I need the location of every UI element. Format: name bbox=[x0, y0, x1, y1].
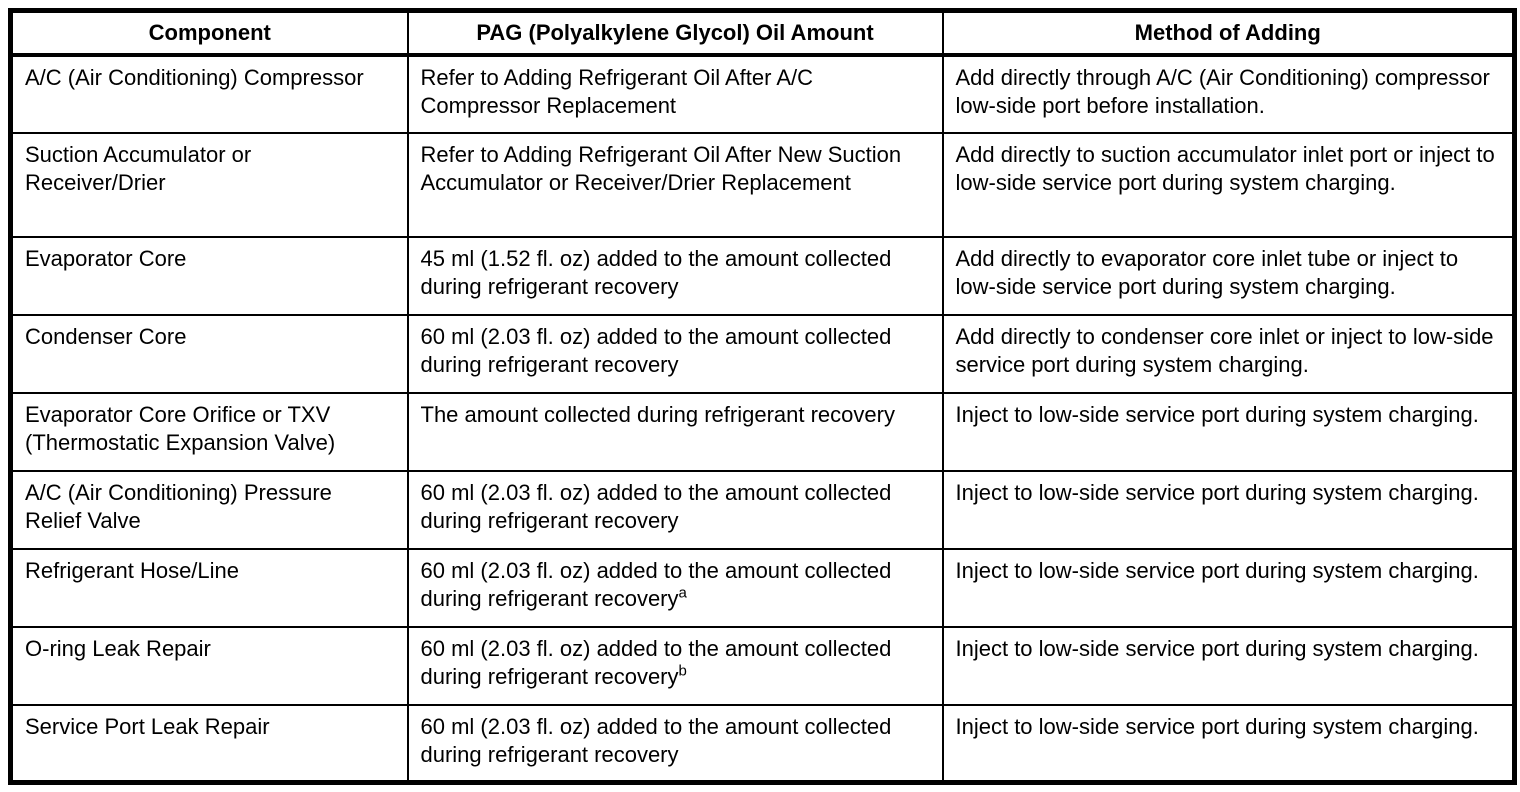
footnote-marker: a bbox=[678, 584, 687, 602]
method-cell: Inject to low-side service port during system charging. bbox=[943, 393, 1515, 471]
table-row-refrigerant-hose-line bbox=[11, 549, 1515, 627]
pag-oil-spec-table bbox=[8, 8, 1517, 785]
component-cell: A/C (Air Conditioning) Compressor bbox=[11, 55, 408, 133]
component-cell: O-ring Leak Repair bbox=[11, 627, 408, 705]
table-row-orifice-txv bbox=[11, 393, 1515, 471]
footnote-marker: b bbox=[678, 662, 687, 680]
oil-amount-cell bbox=[408, 315, 943, 393]
method-cell: Inject to low-side service port during system charging. bbox=[943, 627, 1515, 705]
method-cell: Inject to low-side service port during system charging. bbox=[943, 705, 1515, 783]
oil-amount-text: Refer to Adding Refrigerant Oil After New Suction Accumulator or Receiver/Drier Replacement bbox=[420, 141, 902, 195]
oil-amount-cell bbox=[408, 55, 943, 133]
oil-amount-cell bbox=[408, 549, 943, 627]
oil-amount-cell bbox=[408, 393, 943, 471]
oil-amount-cell bbox=[408, 627, 943, 705]
table-row-suction-accumulator bbox=[11, 133, 1515, 237]
oil-amount-text: 45 ml (1.52 fl. oz) added to the amount collected during refrigerant recovery bbox=[420, 245, 892, 299]
table-row-condenser-core bbox=[11, 315, 1515, 393]
oil-amount-text: 60 ml (2.03 fl. oz) added to the amount collected during refrigerant recovery bbox=[420, 557, 892, 611]
oil-amount-cell bbox=[408, 471, 943, 549]
method-cell: Inject to low-side service port during system charging. bbox=[943, 471, 1515, 549]
method-cell: Add directly to condenser core inlet or inject to low-side service port during system charging. bbox=[943, 315, 1515, 393]
component-cell: Suction Accumulator or Receiver/Drier bbox=[11, 133, 408, 237]
oil-amount-text: 60 ml (2.03 fl. oz) added to the amount collected during refrigerant recovery bbox=[420, 479, 892, 533]
table-header-row bbox=[11, 11, 1515, 55]
oil-amount-cell bbox=[408, 133, 943, 237]
oil-amount-text: 60 ml (2.03 fl. oz) added to the amount collected during refrigerant recovery bbox=[420, 635, 892, 689]
component-cell: Evaporator Core bbox=[11, 237, 408, 315]
component-cell: Service Port Leak Repair bbox=[11, 705, 408, 783]
component-cell: Evaporator Core Orifice or TXV (Thermostatic Expansion Valve) bbox=[11, 393, 408, 471]
oil-amount-text: 60 ml (2.03 fl. oz) added to the amount collected during refrigerant recovery bbox=[420, 713, 892, 767]
column-header-component: Component bbox=[11, 11, 408, 55]
column-header-method: Method of Adding bbox=[943, 11, 1515, 55]
component-cell: A/C (Air Conditioning) Pressure Relief Valve bbox=[11, 471, 408, 549]
method-cell: Add directly to evaporator core inlet tube or inject to low-side service port during system charging. bbox=[943, 237, 1515, 315]
method-cell: Add directly through A/C (Air Conditioning) compressor low-side port before installation. bbox=[943, 55, 1515, 133]
method-cell: Add directly to suction accumulator inlet port or inject to low-side service port during system charging. bbox=[943, 133, 1515, 237]
table-row-service-port-leak-repair bbox=[11, 705, 1515, 783]
method-cell: Inject to low-side service port during system charging. bbox=[943, 549, 1515, 627]
table-row-evaporator-core bbox=[11, 237, 1515, 315]
component-cell: Refrigerant Hose/Line bbox=[11, 549, 408, 627]
oil-amount-cell bbox=[408, 237, 943, 315]
table-row-pressure-relief-valve bbox=[11, 471, 1515, 549]
oil-amount-cell bbox=[408, 705, 943, 783]
oil-amount-text: Refer to Adding Refrigerant Oil After A/C Compressor Replacement bbox=[420, 64, 814, 118]
table-row-ac-compressor bbox=[11, 55, 1515, 133]
column-header-oil-amount: PAG (Polyalkylene Glycol) Oil Amount bbox=[408, 11, 943, 55]
component-cell: Condenser Core bbox=[11, 315, 408, 393]
oil-amount-text: 60 ml (2.03 fl. oz) added to the amount collected during refrigerant recovery bbox=[420, 323, 892, 377]
oil-amount-text: The amount collected during refrigerant recovery bbox=[420, 401, 895, 427]
table-row-oring-leak-repair bbox=[11, 627, 1515, 705]
